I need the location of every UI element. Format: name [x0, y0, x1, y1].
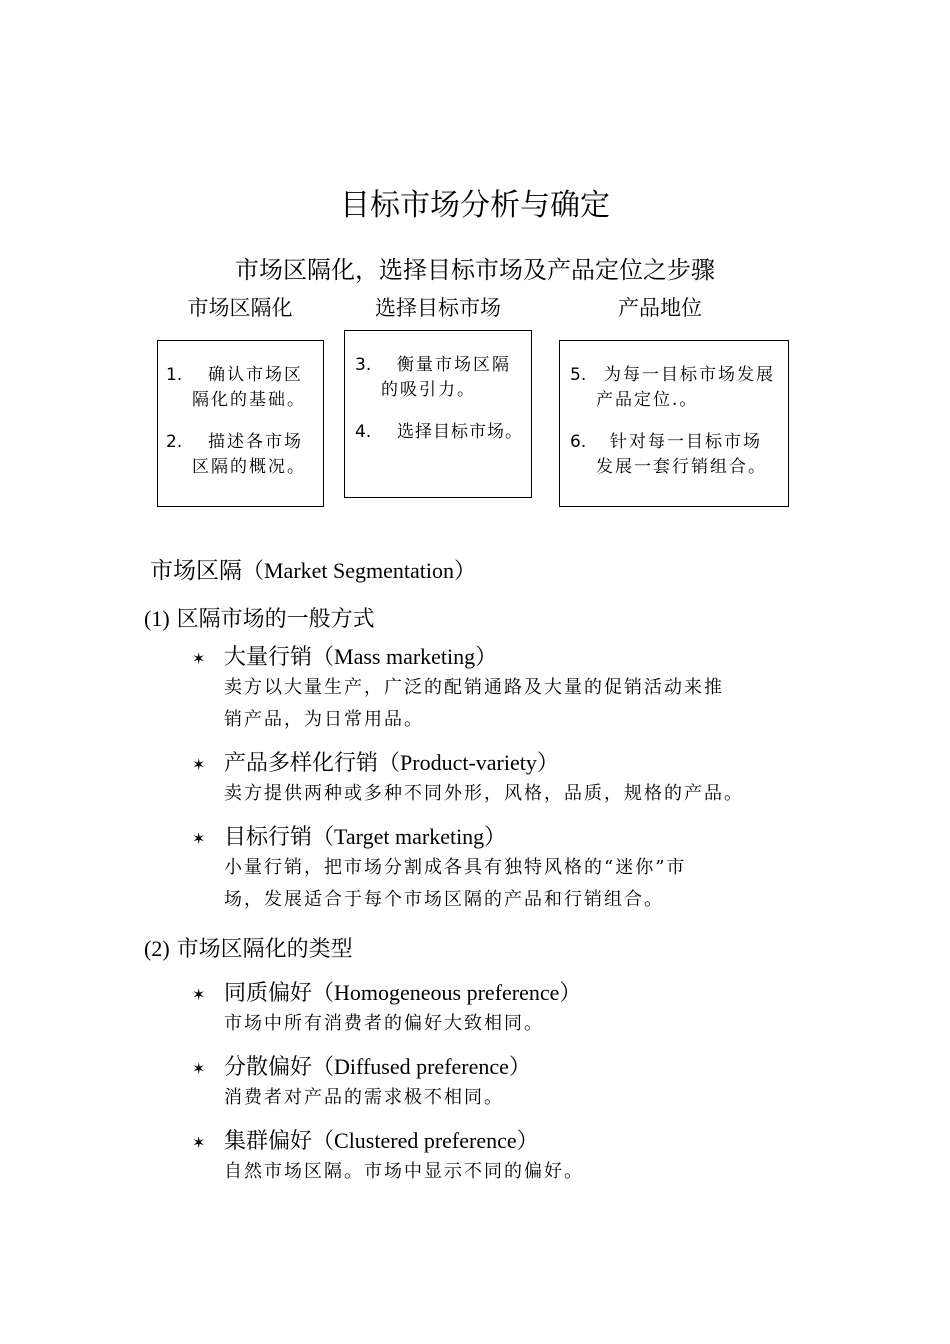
part2-number: (2) [144, 936, 170, 961]
bullet-desc [224, 1008, 544, 1040]
step-text: 衡量市场区隔的吸引力。 [381, 355, 511, 400]
star-icon: ✶ [192, 1133, 206, 1152]
bullet-title-en: （Mass marketing） [312, 644, 498, 669]
page-title: 目标市场分析与确定 [340, 188, 610, 223]
step-item [355, 353, 525, 403]
desc-line: 销产品，为日常用品。 [224, 709, 424, 730]
bullet-title-cn: 集群偏好 [224, 1129, 313, 1154]
desc-line: 卖方提供两种或多种不同外形，风格，品质，规格的产品。 [224, 783, 744, 804]
step-item [166, 430, 313, 480]
bullet-title-cn: 产品多样化行销 [224, 751, 379, 776]
part1-title: 区隔市场的一般方式 [176, 607, 375, 632]
step-item [355, 420, 525, 445]
step-text: 为每一目标市场发展产品定位.。 [596, 365, 775, 410]
desc-line: 场，发展适合于每个市场区隔的产品和行销组合。 [224, 889, 664, 910]
star-icon: ✶ [192, 829, 206, 848]
part1-heading [144, 602, 375, 633]
column-heading-positioning: 产品地位 [618, 296, 702, 320]
step-text: 确认市场区隔化的基础。 [192, 365, 306, 410]
section-heading [150, 552, 476, 585]
part2-heading [144, 932, 353, 963]
desc-line: 小量行销，把市场分割成各具有独特风格的“迷你”市 [224, 857, 687, 878]
step-box-target-market [344, 330, 532, 498]
part2-title: 市场区隔化的类型 [176, 937, 353, 962]
bullet-title-cn: 目标行销 [224, 825, 313, 850]
section-heading-en: （Market Segmentation） [242, 558, 477, 583]
bullet-desc [224, 1082, 504, 1114]
step-number: 4. [355, 422, 372, 442]
part1-number: (1) [144, 606, 170, 631]
desc-line: 自然市场区隔。市场中显示不同的偏好。 [224, 1161, 584, 1182]
bullet-mass-marketing [192, 640, 497, 671]
bullet-title-cn: 大量行销 [224, 645, 313, 670]
bullet-homogeneous [192, 976, 581, 1007]
desc-line: 消费者对产品的需求极不相同。 [224, 1087, 504, 1108]
page-subtitle: 市场区隔化，选择目标市场及产品定位之步骤 [235, 256, 715, 284]
desc-line: 卖方以大量生产，广泛的配销通路及大量的促销活动来推 [224, 677, 724, 698]
bullet-title-cn: 同质偏好 [224, 981, 313, 1006]
step-number: 2. [166, 432, 183, 452]
step-item [570, 363, 780, 413]
bullet-title-en: （Homogeneous preference） [312, 980, 582, 1005]
bullet-title-en: （Product-variety） [378, 750, 559, 775]
star-icon: ✶ [192, 649, 206, 668]
star-icon: ✶ [192, 755, 206, 774]
bullet-title-en: （Clustered preference） [312, 1128, 539, 1153]
bullet-product-variety [192, 746, 559, 777]
bullet-desc [224, 1156, 584, 1188]
bullet-diffused [192, 1050, 531, 1081]
step-text: 针对每一目标市场发展一套行销组合。 [596, 432, 767, 477]
bullet-desc [224, 672, 724, 736]
step-text: 选择目标市场。 [397, 422, 523, 442]
section-heading-cn: 市场区隔 [150, 558, 242, 584]
step-number: 6. [570, 432, 587, 452]
column-heading-segmentation: 市场区隔化 [187, 296, 293, 320]
bullet-title-en: （Target marketing） [312, 824, 507, 849]
step-box-segmentation [157, 340, 324, 507]
step-number: 1. [166, 365, 183, 385]
star-icon: ✶ [192, 1059, 206, 1078]
step-number: 5. [570, 365, 587, 385]
step-item [166, 363, 313, 413]
step-number: 3. [355, 355, 372, 375]
step-text: 描述各市场区隔的概况。 [192, 432, 306, 477]
bullet-desc [224, 852, 686, 916]
bullet-desc [224, 778, 744, 810]
star-icon: ✶ [192, 985, 206, 1004]
step-item [570, 430, 780, 480]
bullet-clustered [192, 1124, 539, 1155]
step-box-positioning [559, 340, 789, 507]
bullet-title-cn: 分散偏好 [224, 1055, 313, 1080]
desc-line: 市场中所有消费者的偏好大致相同。 [224, 1013, 544, 1034]
bullet-title-en: （Diffused preference） [312, 1054, 531, 1079]
bullet-target-marketing [192, 820, 506, 851]
column-heading-target-market: 选择目标市场 [375, 296, 501, 320]
